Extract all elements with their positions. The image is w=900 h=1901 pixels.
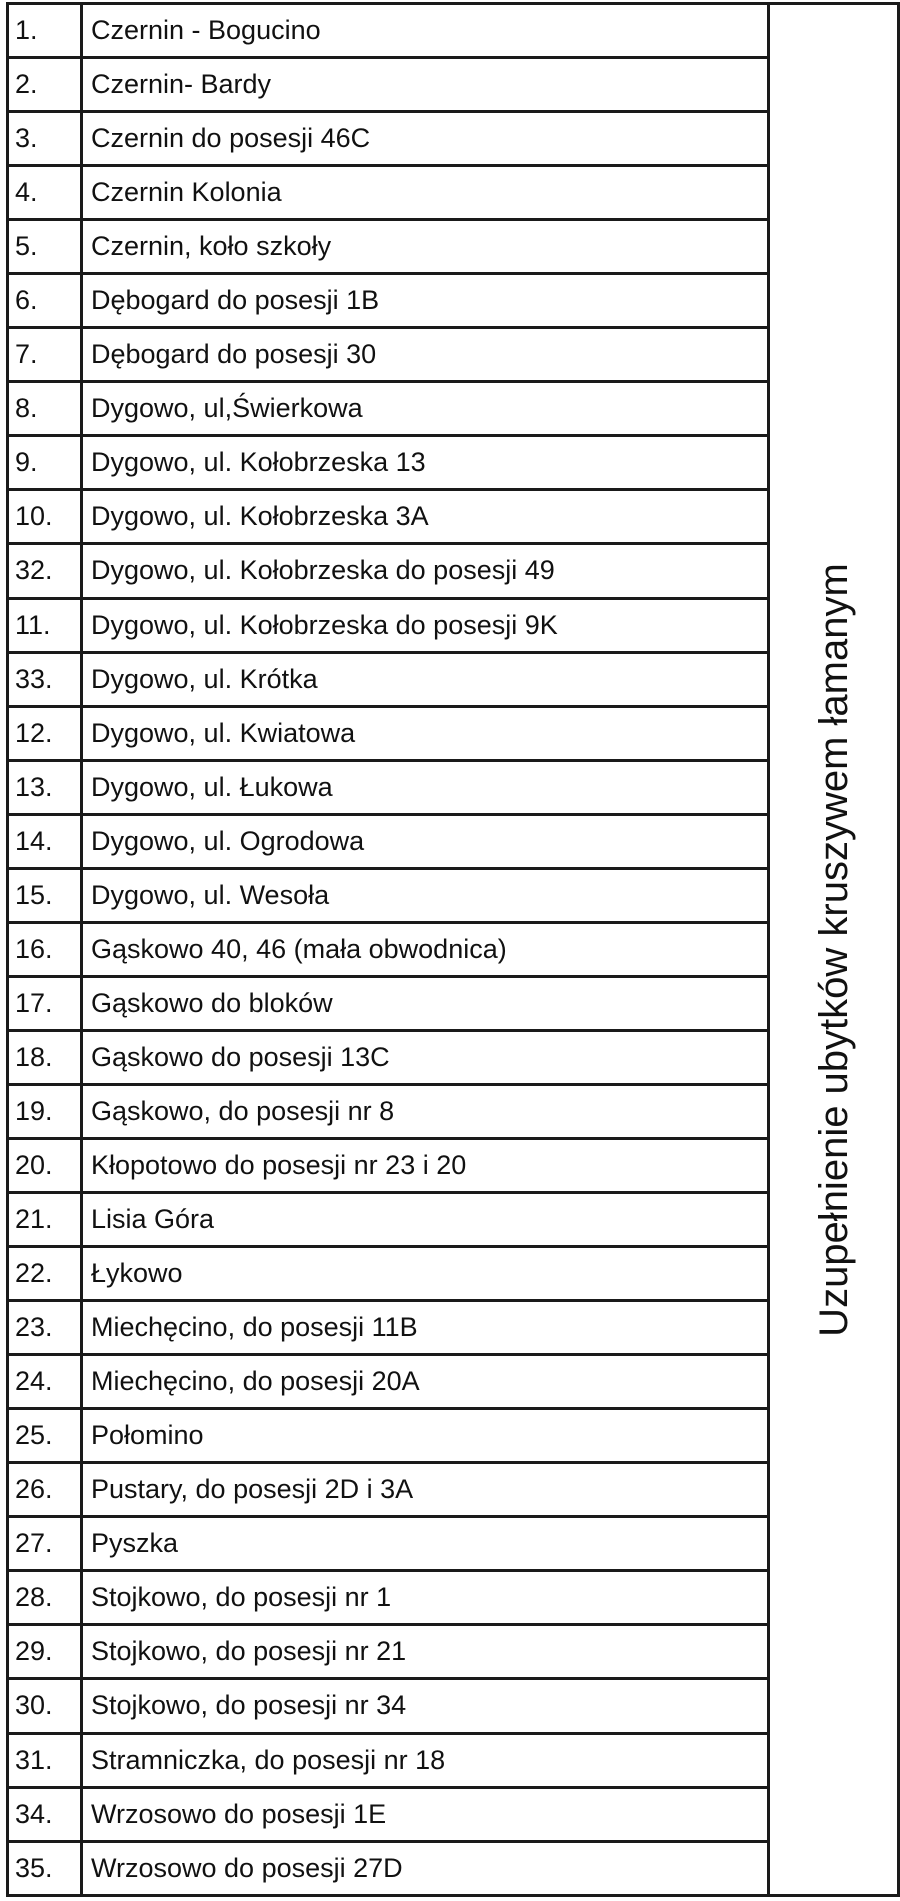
table-row [8,112,899,166]
table-row [8,1301,899,1355]
table-row [8,1517,899,1571]
location-name: Pustary, do posesji 2D i 3A [82,1463,769,1517]
location-name: Dygowo, ul. Kołobrzeska 3A [82,490,769,544]
location-name: Dygowo, ul. Wesoła [82,868,769,922]
table-row [8,274,899,328]
row-number: 9. [8,436,82,490]
location-table-sheet [6,2,897,1897]
row-number: 18. [8,1030,82,1084]
location-name: Dygowo, ul,Świerkowa [82,382,769,436]
row-number: 28. [8,1571,82,1625]
row-number: 20. [8,1138,82,1192]
location-name: Stojkowo, do posesji nr 1 [82,1571,769,1625]
row-number: 5. [8,220,82,274]
location-name: Dygowo, ul. Kołobrzeska do posesji 49 [82,544,769,598]
table-row [8,922,899,976]
location-name: Dębogard do posesji 30 [82,328,769,382]
location-name: Dygowo, ul. Ogrodowa [82,814,769,868]
table-row [8,328,899,382]
table-row [8,1787,899,1841]
table-row [8,1571,899,1625]
row-number: 3. [8,112,82,166]
location-name: Czernin - Bogucino [82,4,769,58]
table-row [8,382,899,436]
table-row [8,1841,899,1895]
location-table [6,2,900,1897]
table-row [8,1733,899,1787]
row-number: 10. [8,490,82,544]
row-number: 35. [8,1841,82,1895]
location-name: Miechęcino, do posesji 11B [82,1301,769,1355]
table-row [8,1625,899,1679]
row-number: 6. [8,274,82,328]
row-number: 19. [8,1084,82,1138]
location-name: Gąskowo, do posesji nr 8 [82,1084,769,1138]
row-number: 14. [8,814,82,868]
location-name: Dygowo, ul. Kwiatowa [82,706,769,760]
row-number: 15. [8,868,82,922]
table-row [8,544,899,598]
table-row [8,166,899,220]
row-number: 2. [8,58,82,112]
work-type-cell [769,4,899,1896]
row-number: 11. [8,598,82,652]
row-number: 24. [8,1355,82,1409]
row-number: 25. [8,1409,82,1463]
table-row [8,1247,899,1301]
row-number: 12. [8,706,82,760]
location-name: Pyszka [82,1517,769,1571]
table-row [8,4,899,58]
row-number: 27. [8,1517,82,1571]
table-row [8,760,899,814]
table-row [8,58,899,112]
table-row [8,220,899,274]
location-name: Czernin- Bardy [82,58,769,112]
work-type-label: Uzupełnienie ubytków kruszywem łamanym [811,562,856,1337]
table-row [8,868,899,922]
location-name: Dygowo, ul. Kołobrzeska 13 [82,436,769,490]
table-row [8,1030,899,1084]
table-row [8,490,899,544]
location-name: Gąskowo 40, 46 (mała obwodnica) [82,922,769,976]
row-number: 21. [8,1193,82,1247]
location-name: Kłopotowo do posesji nr 23 i 20 [82,1138,769,1192]
table-row [8,814,899,868]
location-name: Czernin Kolonia [82,166,769,220]
row-number: 33. [8,652,82,706]
location-name: Stramniczka, do posesji nr 18 [82,1733,769,1787]
location-name: Dębogard do posesji 1B [82,274,769,328]
location-name: Wrzosowo do posesji 1E [82,1787,769,1841]
row-number: 30. [8,1679,82,1733]
row-number: 8. [8,382,82,436]
location-name: Miechęcino, do posesji 20A [82,1355,769,1409]
table-row [8,1355,899,1409]
location-name: Gąskowo do bloków [82,976,769,1030]
row-number: 26. [8,1463,82,1517]
location-name: Gąskowo do posesji 13C [82,1030,769,1084]
location-name: Czernin do posesji 46C [82,112,769,166]
location-name: Połomino [82,1409,769,1463]
location-name: Czernin, koło szkoły [82,220,769,274]
row-number: 32. [8,544,82,598]
row-number: 34. [8,1787,82,1841]
row-number: 31. [8,1733,82,1787]
location-name: Dygowo, ul. Kołobrzeska do posesji 9K [82,598,769,652]
row-number: 29. [8,1625,82,1679]
location-name: Łykowo [82,1247,769,1301]
table-row [8,1138,899,1192]
location-name: Stojkowo, do posesji nr 34 [82,1679,769,1733]
table-row [8,1679,899,1733]
row-number: 7. [8,328,82,382]
table-row [8,652,899,706]
location-name: Dygowo, ul. Łukowa [82,760,769,814]
row-number: 22. [8,1247,82,1301]
table-row [8,1193,899,1247]
location-name: Dygowo, ul. Krótka [82,652,769,706]
row-number: 23. [8,1301,82,1355]
table-row [8,598,899,652]
row-number: 17. [8,976,82,1030]
table-row [8,1463,899,1517]
table-row [8,1409,899,1463]
location-name: Wrzosowo do posesji 27D [82,1841,769,1895]
table-row [8,1084,899,1138]
row-number: 4. [8,166,82,220]
table-row [8,976,899,1030]
row-number: 1. [8,4,82,58]
table-row [8,436,899,490]
table-row [8,706,899,760]
location-name: Lisia Góra [82,1193,769,1247]
row-number: 13. [8,760,82,814]
location-name: Stojkowo, do posesji nr 21 [82,1625,769,1679]
row-number: 16. [8,922,82,976]
